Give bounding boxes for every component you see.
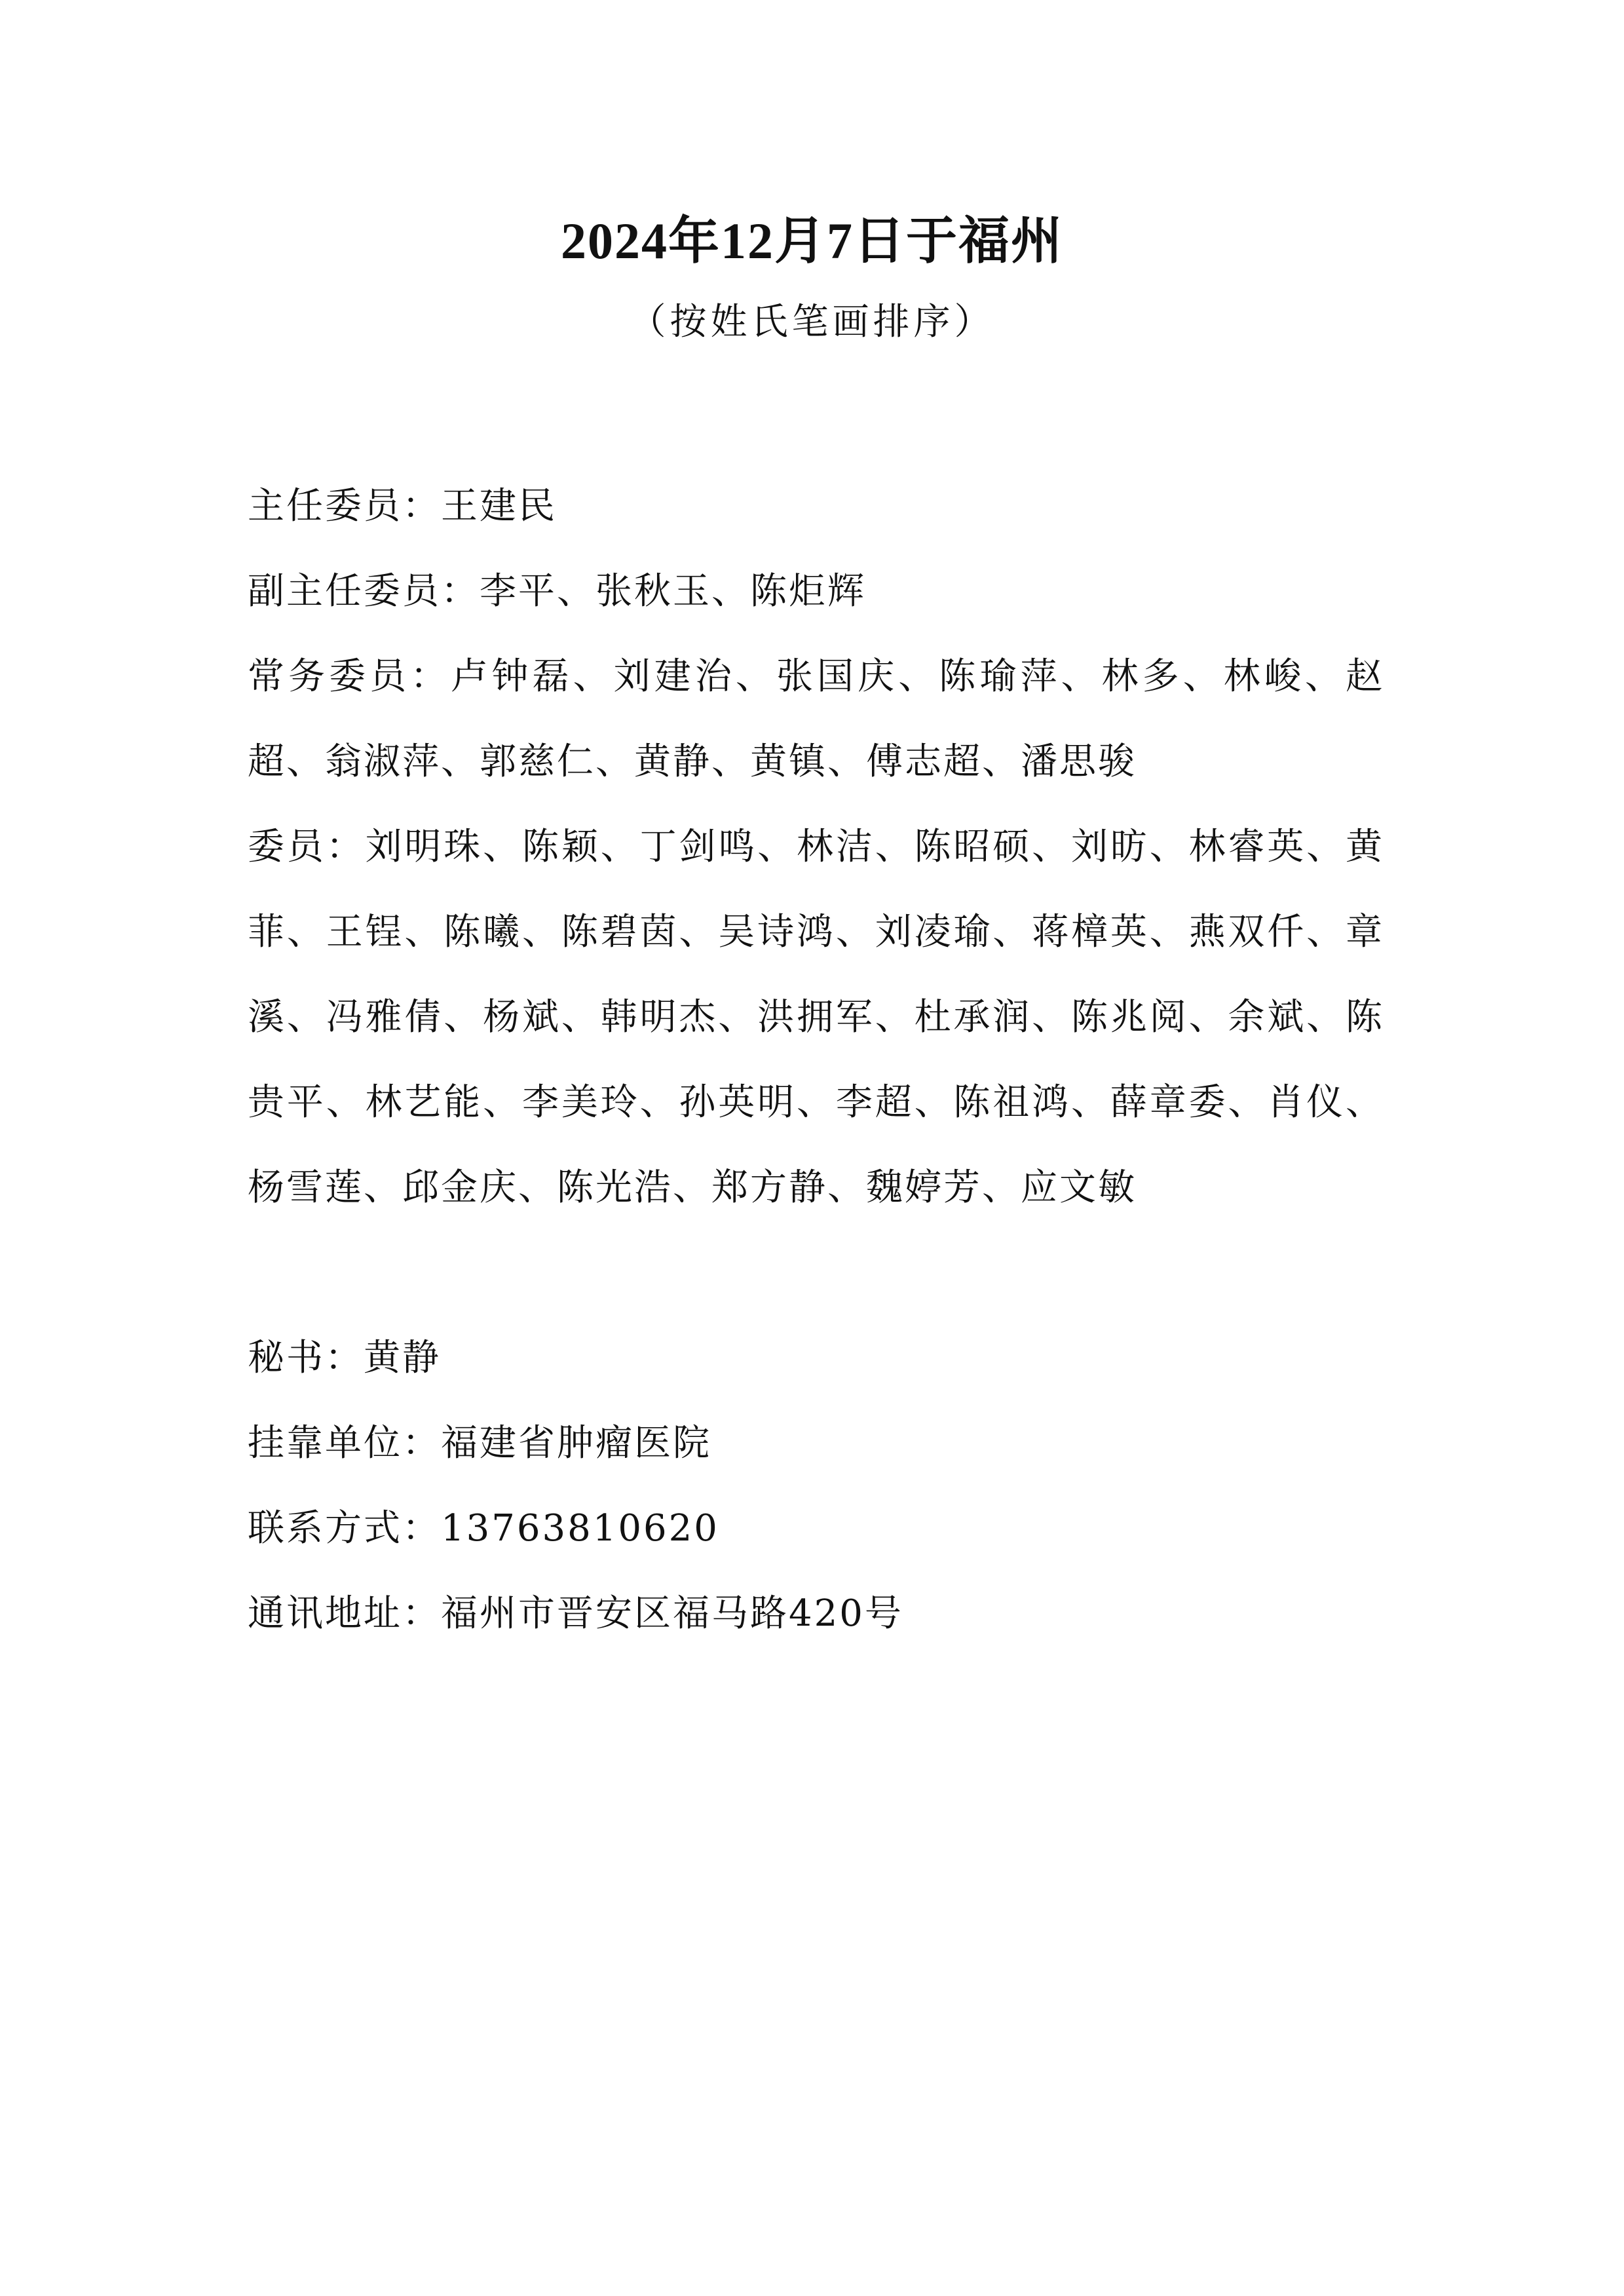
standing-members-label: 常务委员： (248, 655, 451, 698)
host-unit-label: 挂靠单位： (248, 1422, 441, 1464)
vice-chairs-names: 李平、张秋玉、陈炬辉 (480, 570, 866, 613)
document-title: 2024年12月7日于福州 (560, 212, 1063, 269)
section-spacer (248, 1231, 1384, 1316)
chair-line (248, 464, 1384, 549)
committee-list (248, 464, 1384, 1656)
address-label: 通讯地址： (248, 1592, 441, 1635)
chair-label: 主任委员： (248, 485, 441, 527)
host-unit-name: 福建省肿瘤医院 (441, 1422, 711, 1464)
address-text: 福州市晋安区福马路420号 (441, 1592, 903, 1635)
vice-chairs-label: 副主任委员： (248, 570, 480, 613)
phone-label: 联系方式： (248, 1507, 441, 1550)
standing-members-names: 卢钟磊、刘建治、张国庆、陈瑜萍、林多、林峻、赵超、翁淑萍、郭慈仁、黄静、黄镇、傅志超、潘思骏 (248, 655, 1385, 783)
address-line (248, 1571, 1384, 1656)
phone-line (248, 1486, 1384, 1571)
members-names: 刘明珠、陈颖、丁剑鸣、林洁、陈昭硕、刘昉、林睿英、黄菲、王锃、陈曦、陈碧茵、吴诗鸿、刘凌瑜、蒋樟英、燕双仟、章溪、冯雅倩、杨斌、韩明杰、洪拥军、杜承润、陈兆阅、余斌、陈贵平、林艺能、李美玲、孙英明、李超、陈祖鸿、薛章委、肖仪、杨雪莲、邱金庆、陈光浩、郑方静、魏婷芳、应文敏 (248, 826, 1385, 1209)
vice-chairs-line (248, 549, 1384, 634)
secretary-label: 秘书： (248, 1337, 364, 1379)
chair-name: 王建民 (441, 485, 557, 527)
secretary-line (248, 1316, 1384, 1401)
host-unit-line (248, 1401, 1384, 1486)
members-paragraph (248, 805, 1384, 1231)
sort-note: （按姓氏笔画排序） (629, 301, 995, 343)
standing-members-paragraph (248, 634, 1384, 805)
members-label: 委员： (248, 826, 366, 868)
phone-number: 13763810620 (441, 1507, 719, 1550)
secretary-name: 黄静 (364, 1337, 441, 1379)
